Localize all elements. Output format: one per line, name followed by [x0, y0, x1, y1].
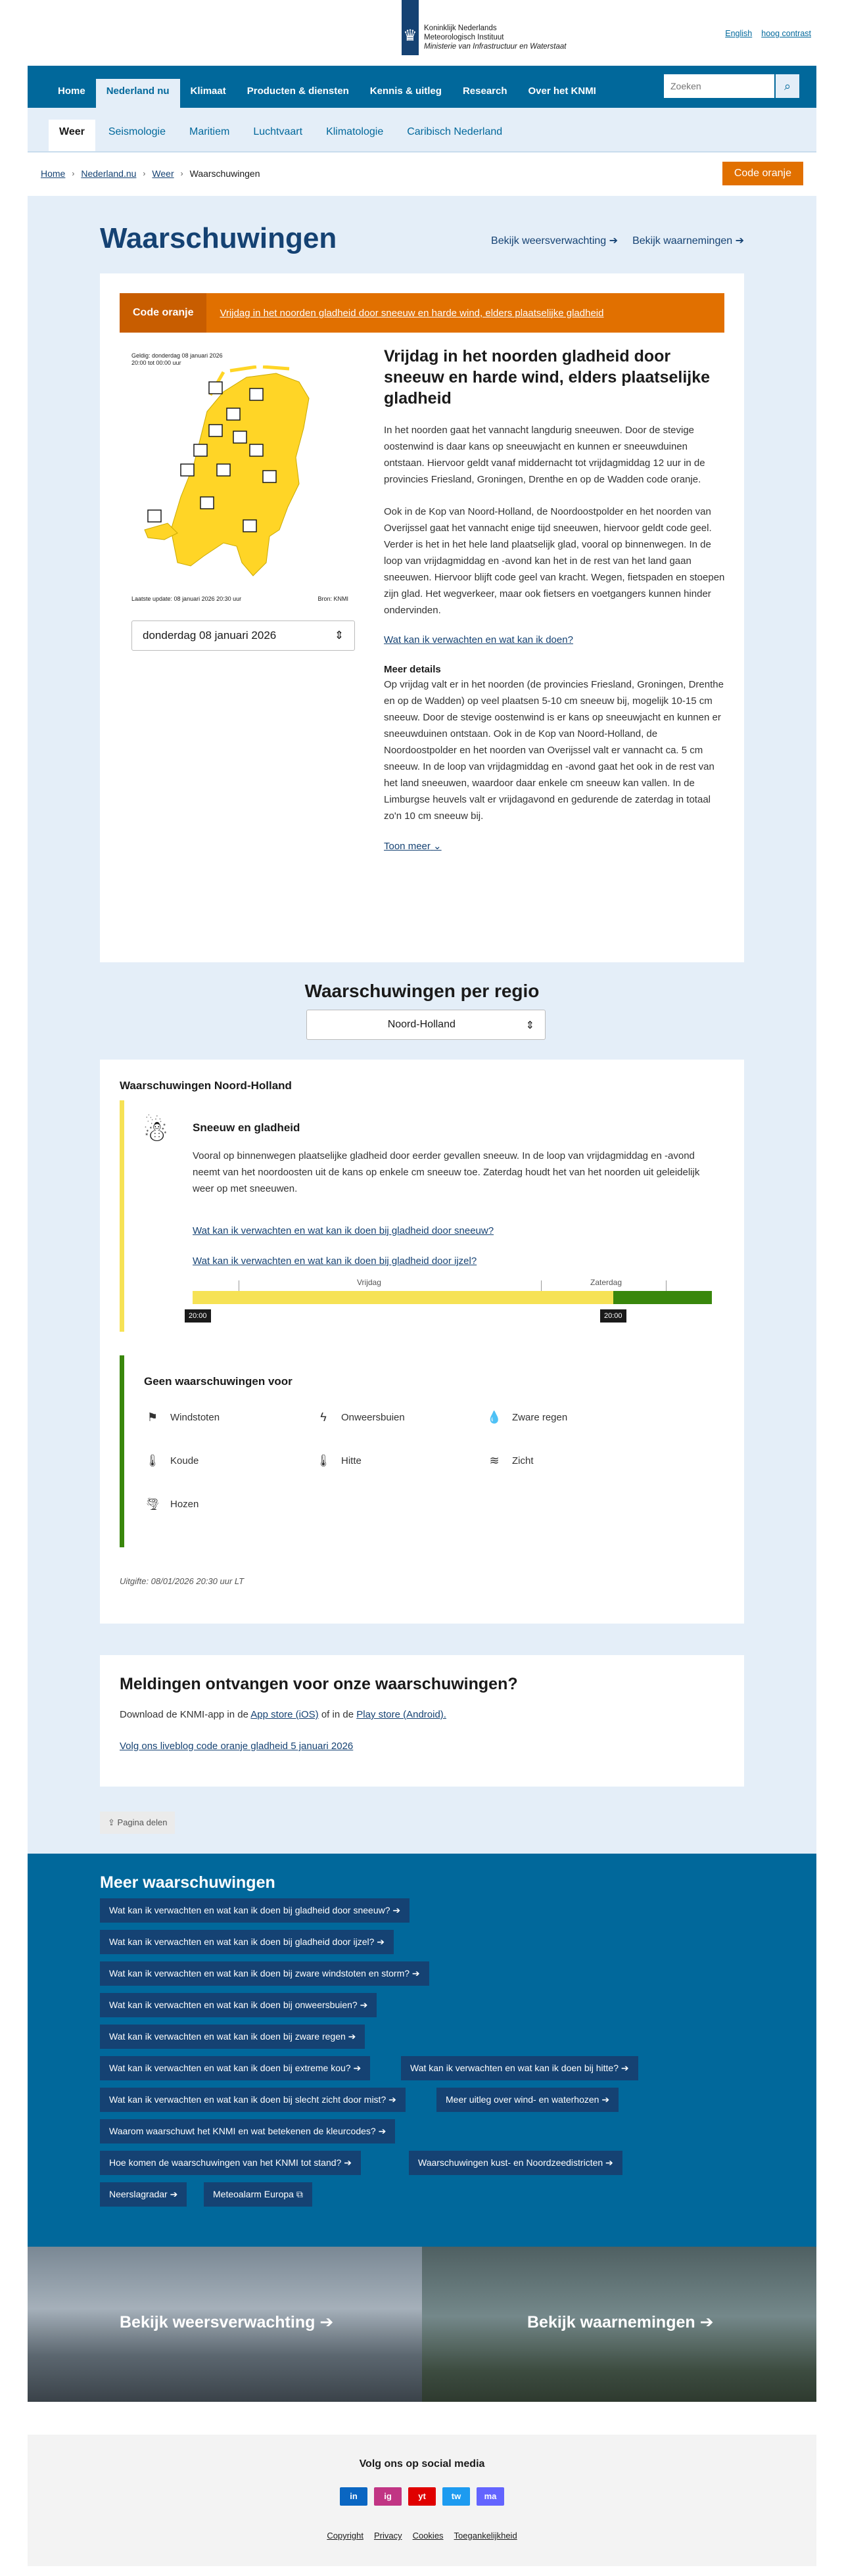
more-warning-link[interactable]: Hoe komen de waarschuwingen van het KNMI tot stand? ➔: [100, 2151, 361, 2175]
share-icon: ⇪: [108, 1817, 115, 1827]
timeline-start: 20:00: [185, 1309, 211, 1323]
social-icons: [28, 2487, 816, 2506]
nav-producten[interactable]: Producten & diensten: [246, 85, 349, 97]
snow-info-link[interactable]: Wat kan ik verwachten en wat kan ik doen bij gladheid door sneeuw?: [193, 1225, 494, 1236]
footer-privacy[interactable]: Privacy: [373, 2531, 402, 2541]
arrow-right-icon: ➔: [386, 2094, 396, 2105]
no-warn-regen: 💧 Zware regen: [486, 1411, 568, 1424]
crest-icon: ♛: [403, 27, 417, 45]
hero-tiles: [28, 2247, 816, 2402]
more-warning-link[interactable]: Wat kan ik verwachten en wat kan ik doen bij slecht zicht door mist? ➔: [100, 2088, 406, 2112]
article-title: Vrijdag in het noorden gladheid door sneeuw en harde wind, elders plaatselijke gladheid: [384, 347, 711, 408]
more-warning-link[interactable]: Meer uitleg over wind- en waterhozen ➔: [436, 2088, 619, 2112]
timeline-day1: Vrijdag: [357, 1278, 381, 1287]
no-warnings-title: Geen waarschuwingen voor: [144, 1375, 293, 1388]
liveblog-link[interactable]: Volg ons liveblog code oranje gladheid 5 januari 2026: [120, 1741, 354, 1752]
more-warning-link[interactable]: Wat kan ik verwachten en wat kan ik doen bij gladheid door sneeuw? ➔: [100, 1898, 410, 1923]
english-link[interactable]: English: [725, 29, 753, 38]
subnav-maritiem[interactable]: Maritiem: [189, 126, 230, 137]
subnav-seismologie[interactable]: Seismologie: [108, 126, 166, 137]
instagram-icon[interactable]: ig: [374, 2487, 402, 2506]
nav-nederland-nu[interactable]: Nederland nu: [96, 79, 180, 108]
more-warning-link[interactable]: Waarschuwingen kust- en Noordzeedistricten ➔: [409, 2151, 622, 2175]
arrow-right-icon: ➔: [357, 2000, 368, 2010]
timeline-green-bar: [613, 1291, 712, 1304]
more-warning-link[interactable]: Wat kan ik verwachten en wat kan ik doen bij zware windstoten en storm? ➔: [100, 1961, 429, 1986]
more-warning-link[interactable]: Wat kan ik verwachten en wat kan ik doen bij zware regen ➔: [100, 2025, 365, 2049]
more-warning-link[interactable]: Wat kan ik verwachten en wat kan ik doen bij onweersbuien? ➔: [100, 1993, 377, 2017]
warning-card: [100, 273, 744, 962]
timeline-end: 20:00: [600, 1309, 626, 1323]
linkedin-icon[interactable]: in: [340, 2487, 367, 2506]
chevron-right-icon: ›: [180, 169, 183, 178]
search-box: [663, 74, 800, 99]
arrow-right-icon: ➔: [609, 235, 619, 246]
tornado-icon: 🌪: [145, 1497, 160, 1510]
more-warning-link[interactable]: Wat kan ik verwachten en wat kan ik doen bij extreme kou? ➔: [100, 2056, 370, 2080]
nav-klimaat[interactable]: Klimaat: [190, 85, 226, 97]
logo-line-1: Koninklijk Nederlands: [424, 24, 497, 32]
snow-ice-icon: ☃: [143, 1115, 169, 1148]
arrow-right-icon: ➔: [345, 2031, 356, 2042]
more-warning-link[interactable]: Neerslagradar ➔: [100, 2182, 187, 2207]
arrow-right-icon: ➔: [374, 1936, 385, 1947]
region-title: Waarschuwingen per regio: [304, 981, 540, 1001]
search-button[interactable]: [775, 74, 800, 99]
nav-home[interactable]: Home: [58, 85, 85, 97]
subnav-weer[interactable]: Weer: [49, 120, 95, 151]
more-warning-link[interactable]: Meteoalarm Europa ⧉: [204, 2182, 312, 2207]
show-more-link[interactable]: Toon meer ⌄: [384, 841, 442, 852]
nav-over[interactable]: Over het KNMI: [528, 85, 596, 97]
select-arrows-icon: ⇕: [334, 629, 344, 642]
article-what-link[interactable]: Wat kan ik verwachten en wat kan ik doen?: [384, 634, 573, 645]
select-arrows-icon: ⇕: [525, 1020, 534, 1031]
warning-article: [384, 346, 726, 853]
no-warnings-block: [120, 1355, 724, 1547]
arrow-right-icon: ➔: [390, 1905, 401, 1915]
main-content: [28, 196, 816, 1854]
warning-map[interactable]: [131, 352, 348, 602]
crumb-current: Waarschuwingen: [189, 168, 260, 179]
alert-code: Code oranje: [120, 293, 206, 333]
map-source: Bron: KNMI: [317, 596, 348, 602]
forecast-link[interactable]: Bekijk weersverwachting ➔: [491, 235, 619, 246]
region-card-title: Waarschuwingen Noord-Holland: [120, 1079, 292, 1092]
notifications-title: Meldingen ontvangen voor onze waarschuwingen?: [120, 1675, 518, 1693]
issued-time: Uitgifte: 08/01/2026 20:30 uur LT: [120, 1576, 245, 1586]
warning-block: [120, 1100, 724, 1332]
crumb-home[interactable]: Home: [41, 168, 66, 179]
warning-title: Sneeuw en gladheid: [193, 1121, 300, 1134]
notifications-card: [100, 1655, 744, 1787]
logo-line-2: Meteorologisch Instituut: [424, 34, 504, 41]
region-card: [100, 1060, 744, 1624]
date-select-value: donderdag 08 januari 2026: [143, 629, 277, 642]
footer-links: [28, 2531, 816, 2541]
alert-bar: [120, 293, 724, 333]
timeline-yellow-bar: [193, 1291, 613, 1304]
subnav-caribisch[interactable]: Caribisch Nederland: [407, 126, 503, 137]
crumb-weer[interactable]: Weer: [152, 168, 174, 179]
region-heading: [28, 981, 816, 1002]
page-head: [100, 222, 744, 255]
ice-info-link[interactable]: Wat kan ik verwachten en wat kan ik doen bij gladheid door ijzel?: [193, 1255, 477, 1267]
details-title: Meer details: [384, 664, 441, 675]
date-select[interactable]: [131, 621, 355, 651]
footer: [28, 2435, 816, 2566]
more-warning-link[interactable]: Wat kan ik verwachten en wat kan ik doen bij hitte? ➔: [401, 2056, 638, 2080]
observations-link[interactable]: Bekijk waarnemingen ➔: [632, 235, 744, 246]
details-text: Op vrijdag valt er in het noorden (de provincies Friesland, Groningen, Drenthe en op de Wadden) op veel plaatsen 5-10 cm sneeuw bij, mogelijk 10-15 cm sneeuw. Door de stevige oostenwind is er kans op sneeuwjacht en kunnen er sneeuwduinen ontstaan. Ook in de Kop van Noord-Holland, de Noordoostpolder en het noorden van Overijssel valt er vannacht ca. 5 cm sneeuw. In de loop van vrijdagmiddag en -avond gaat het ook in de rest van het land sneeuwen, waardoor daar enkele cm sneeuw kan vallen. In de Limburgse heuvels valt er vrijdagavond en gedurende de zaterdag in totaal zo'n 10 cm sneeuw bij.: [384, 679, 724, 822]
youtube-icon[interactable]: yt: [408, 2487, 436, 2506]
play-store-link[interactable]: Play store (Android).: [356, 1709, 446, 1720]
sub-nav: [28, 108, 816, 152]
arrow-right-icon: ➔: [603, 2157, 613, 2168]
nav-kennis[interactable]: Kennis & uitleg: [369, 85, 442, 97]
fog-icon: ≋: [489, 1454, 500, 1467]
search-input[interactable]: [663, 74, 775, 99]
no-warn-zicht: ≋ Zicht: [486, 1454, 534, 1468]
subnav-luchtvaart[interactable]: Luchtvaart: [253, 126, 303, 137]
top-header: [0, 0, 844, 66]
mastodon-icon[interactable]: ma: [477, 2487, 504, 2506]
map-valid-2: 20:00 tot 00:00 uur: [131, 360, 181, 366]
high-contrast-link[interactable]: hoog contrast: [761, 29, 811, 38]
head-links: [491, 234, 744, 247]
more-warnings-title: Meer waarschuwingen: [100, 1873, 275, 1892]
arrow-right-icon: ➔: [350, 2063, 362, 2073]
more-warnings: [28, 1854, 816, 2247]
heat-thermometer-icon: 🌡: [316, 1454, 331, 1467]
hero-observations-label: Bekijk waarnemingen ➔: [527, 2313, 714, 2331]
arrow-right-icon: ➔: [319, 2313, 334, 2331]
page-title: Waarschuwingen: [100, 222, 337, 254]
arrow-right-icon: ➔: [599, 2094, 610, 2105]
main-nav: [28, 66, 816, 108]
breadcrumb: [41, 168, 260, 179]
no-warn-hitte: 🌡 Hitte: [316, 1454, 362, 1467]
crumb-nederland-nu[interactable]: Nederland.nu: [81, 168, 137, 179]
alert-headline-link[interactable]: Vrijdag in het noorden gladheid door sneeuw en harde wind, elders plaatselijke gladheid: [220, 307, 604, 319]
code-orange-badge[interactable]: Code oranje: [722, 162, 803, 185]
breadcrumb-row: [28, 152, 816, 196]
no-warn-windstoten: ⚑ Windstoten: [144, 1411, 220, 1424]
external-link-icon: ⧉: [293, 2189, 303, 2199]
share-button[interactable]: ⇪ Pagina delen: [100, 1812, 175, 1834]
netherlands-map: [131, 365, 348, 582]
arrow-right-icon: ➔: [410, 1968, 420, 1979]
arrow-right-icon: ➔: [735, 235, 744, 246]
map-updated: Laatste update: 08 januari 2026 20:30 uur: [131, 596, 242, 602]
arrow-right-icon: ➔: [167, 2189, 178, 2199]
arrow-right-icon: ➔: [699, 2313, 714, 2331]
wind-icon: ⚑: [147, 1411, 158, 1424]
more-warning-link[interactable]: Waarom waarschuwt het KNMI en wat betekenen de kleurcodes? ➔: [100, 2119, 395, 2143]
app-store-link[interactable]: App store (iOS): [250, 1709, 319, 1720]
footer-copyright[interactable]: Copyright: [327, 2531, 363, 2541]
top-links: [725, 29, 811, 38]
search-icon: ⌕: [784, 79, 791, 93]
no-warn-onweer: ϟ Onweersbuien: [315, 1411, 405, 1424]
region-select[interactable]: [306, 1010, 546, 1040]
chevron-down-icon: ⌄: [433, 841, 442, 852]
map-valid-1: Geldig: donderdag 08 januari 2026: [131, 352, 223, 359]
logo-text: [419, 0, 566, 51]
hero-forecast-label: Bekijk weersverwachting ➔: [120, 2313, 334, 2331]
chevron-right-icon: ›: [143, 169, 146, 178]
region-select-value: Noord-Holland: [387, 1019, 456, 1030]
arrow-right-icon: ➔: [341, 2157, 352, 2168]
warning-text: Vooral op binnenwegen plaatselijke gladheid door eerder gevallen sneeuw. In de loop van vrijdagmiddag en -avond neemt van het noordoosten uit de kans op enkele cm sneeuw toe. Zaterdag houdt het van het noorden uit geleidelijk weer op met sneeuwen.: [193, 1150, 700, 1194]
footer-cookies[interactable]: Cookies: [412, 2531, 444, 2541]
twitter-icon[interactable]: tw: [442, 2487, 470, 2506]
chevron-right-icon: ›: [72, 169, 75, 178]
hero-forecast[interactable]: [28, 2247, 422, 2402]
cold-thermometer-icon: 🌡: [145, 1454, 160, 1467]
arrow-right-icon: ➔: [618, 2063, 629, 2073]
knmi-logo[interactable]: [402, 0, 567, 55]
map-footer: [131, 596, 348, 602]
rain-icon: 💧: [486, 1411, 502, 1424]
warning-timeline: [189, 1278, 712, 1328]
no-warn-hozen: 🌪 Hozen: [145, 1497, 199, 1510]
logo-bar: [402, 0, 419, 55]
no-warn-koude: 🌡 Koude: [145, 1454, 199, 1467]
nav-research[interactable]: Research: [462, 85, 507, 97]
logo-line-3: Ministerie van Infrastructuur en Waterstaat: [424, 43, 567, 51]
article-p2: Ook in de Kop van Noord-Holland, de Noordoostpolder en het noorden van Overijssel gaat het vannacht enige tijd sneeuwen, hiervoor geldt code geel. Verder is het in het hele land plaatselijk glad, vooral op binnenwegen. In de loop van vrijdagmiddag en -avond kan het in de rest van het land gaan sneeuwen. Hiervoor blijft code geel van kracht. Wegen, fietspaden en stoepen zijn glad. Het wegverkeer, maar ook fietsers en voetgangers kunnen hinder ondervinden.: [384, 506, 725, 616]
lightning-icon: ϟ: [320, 1411, 327, 1424]
more-warning-link[interactable]: Wat kan ik verwachten en wat kan ik doen bij gladheid door ijzel? ➔: [100, 1930, 394, 1954]
hero-observations[interactable]: [422, 2247, 816, 2402]
arrow-right-icon: ➔: [375, 2126, 387, 2136]
footer-accessibility[interactable]: Toegankelijkheid: [454, 2531, 517, 2541]
article-p1: In het noorden gaat het vannacht langdurig sneeuwen. Door de stevige oostenwind is daar kans op sneeuwjacht en kunnen er sneeuwduinen ontstaan. Hiervoor geldt vanaf middernacht tot vrijdagmiddag 12 uur in de provincies Friesland, Groningen, Drenthe en op de Wadden code oranje.: [384, 425, 705, 485]
social-title: Volg ons op social media: [359, 2458, 485, 2470]
notifications-text: Download de KNMI-app in de App store (iOS) of in de Play store (Android).: [120, 1709, 446, 1720]
subnav-klimatologie[interactable]: Klimatologie: [326, 126, 384, 137]
timeline-day2: Zaterdag: [590, 1278, 622, 1287]
